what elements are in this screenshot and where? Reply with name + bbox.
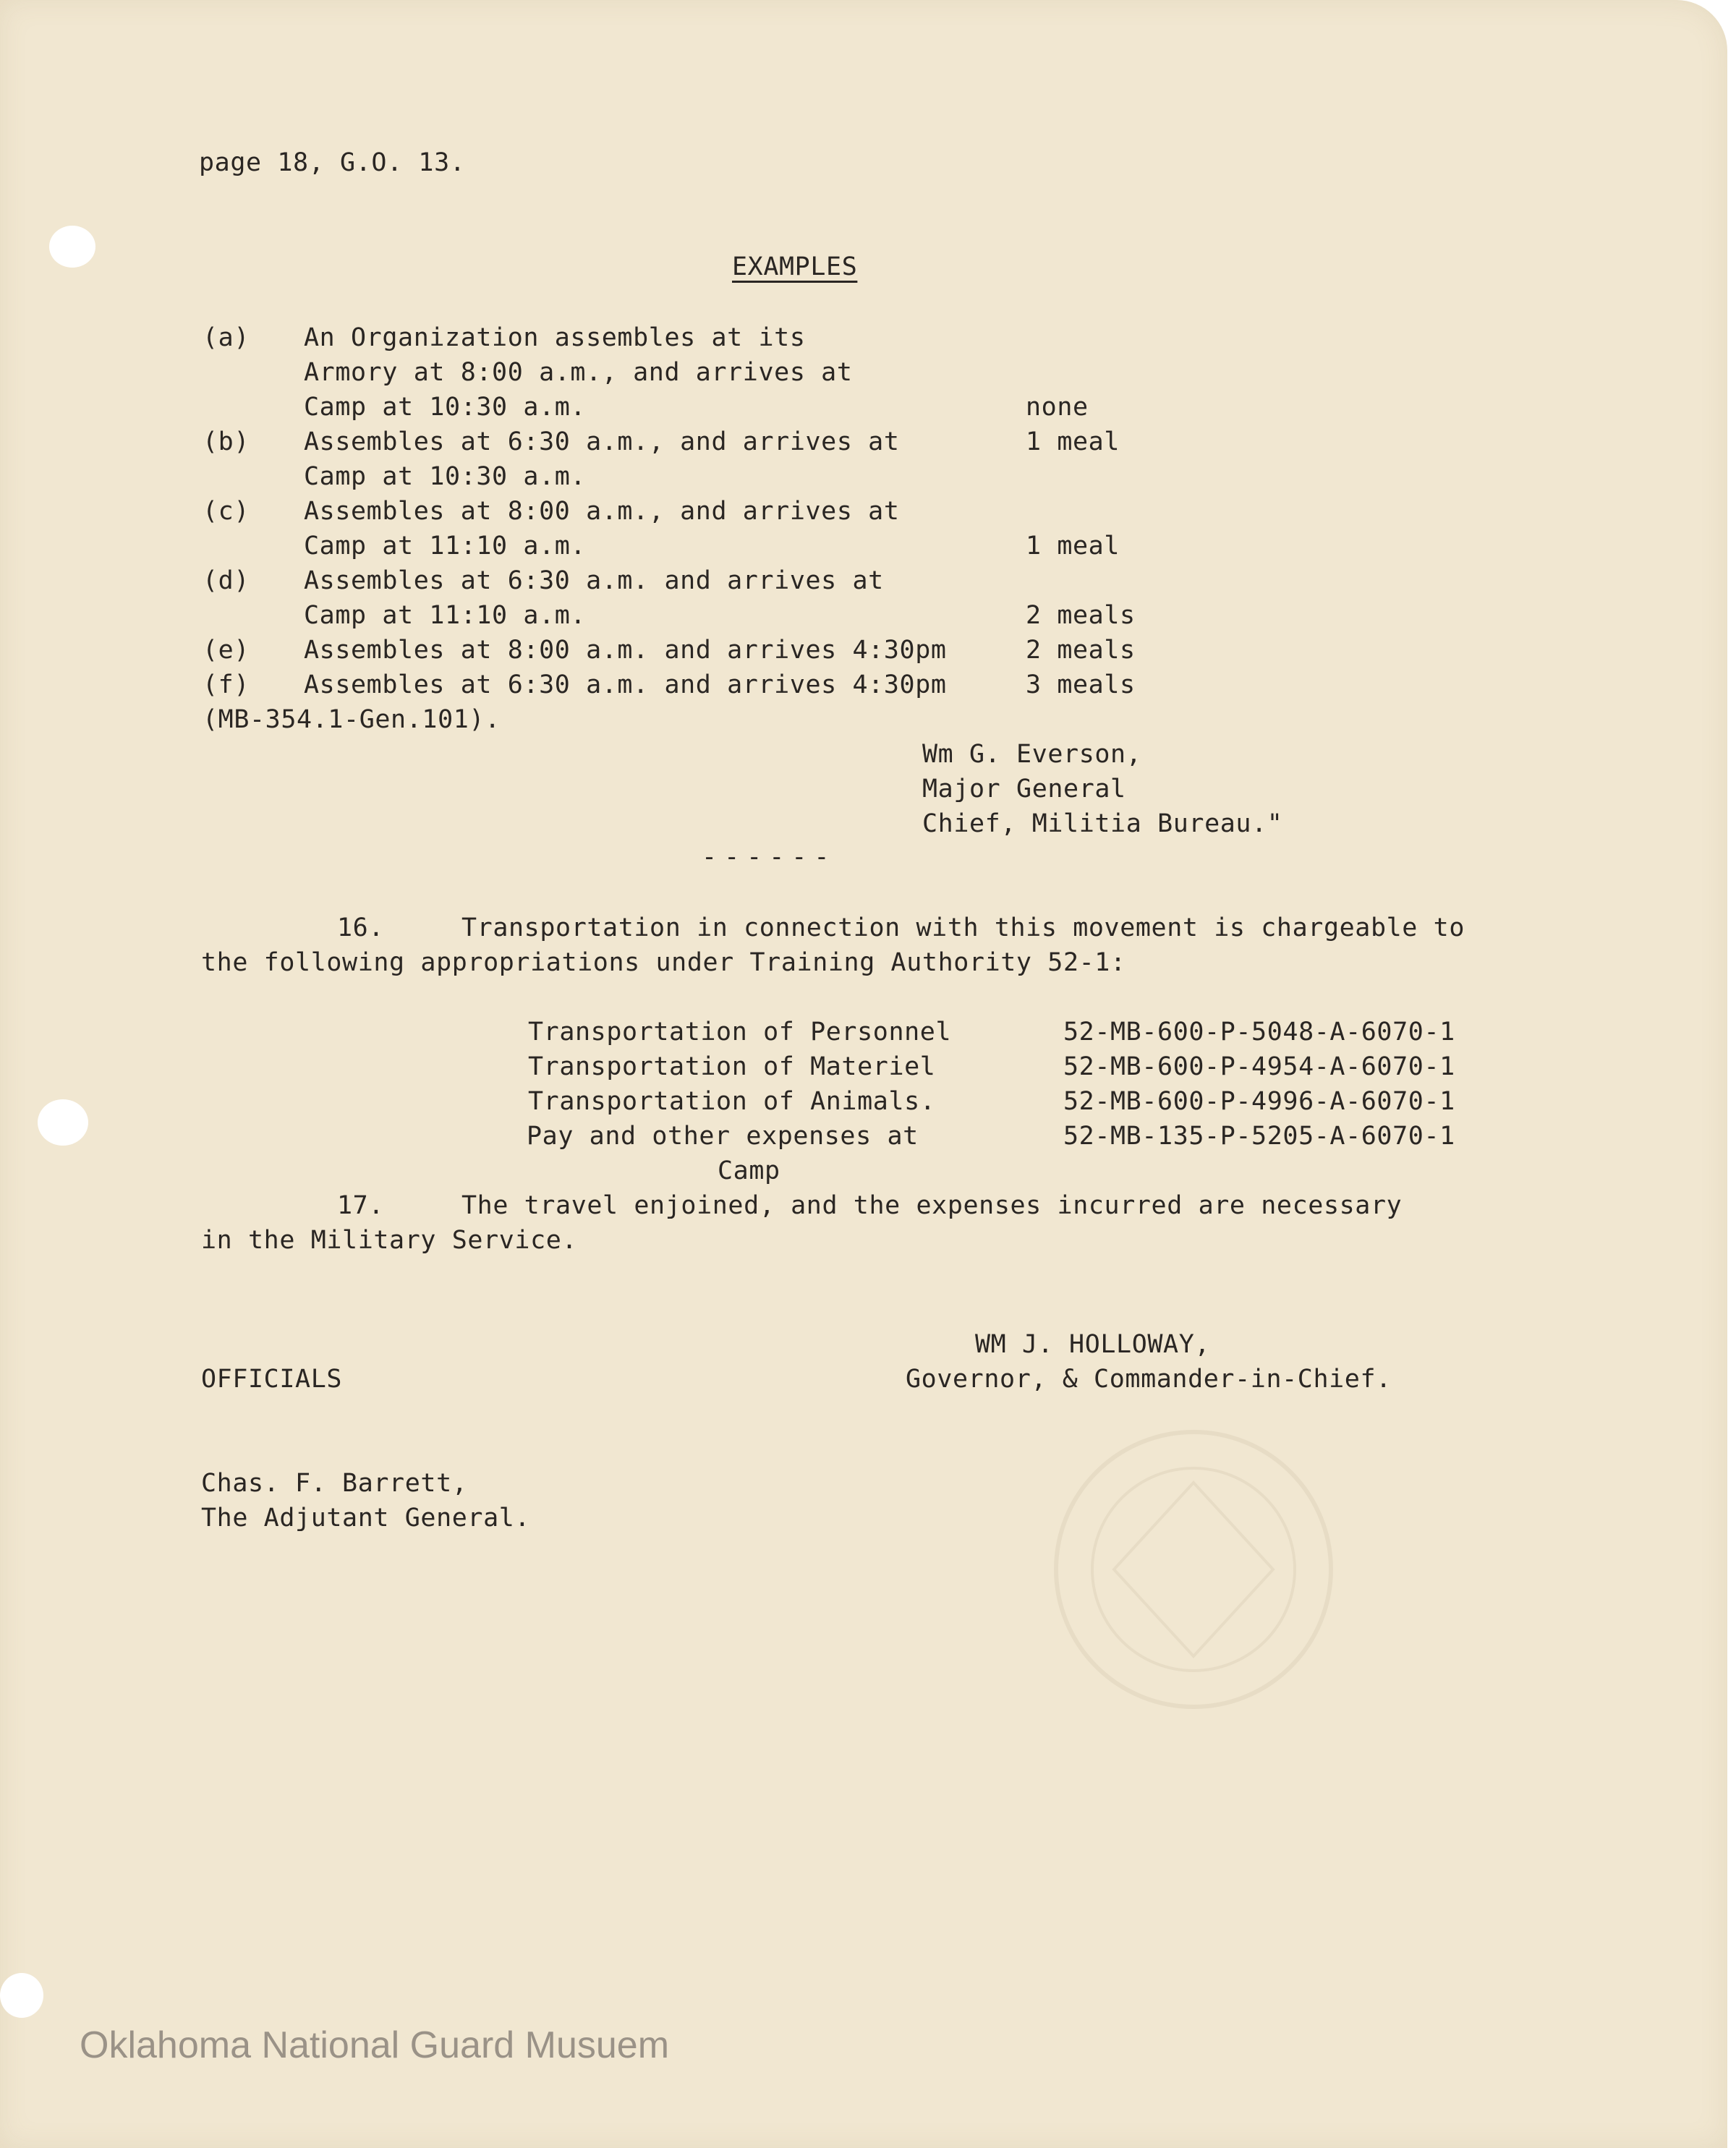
appropriation-code: 52-MB-600-P-5048-A-6070-1 <box>1063 1018 1455 1047</box>
paragraph-17-line1: The travel enjoined, and the expenses incurred are necessary <box>461 1191 1403 1220</box>
appropriation-item: Transportation of Animals. <box>528 1087 936 1116</box>
appropriation-code: 52-MB-600-P-4954-A-6070-1 <box>1063 1052 1455 1081</box>
appropriation-code: 52-MB-600-P-4996-A-6070-1 <box>1063 1087 1455 1116</box>
example-e-label: (e) <box>203 636 250 665</box>
everson-rank: Major General <box>922 775 1126 804</box>
example-d-label: (d) <box>203 566 250 595</box>
example-b-line1: Assembles at 6:30 a.m., and arrives at <box>304 427 900 456</box>
paragraph-16-line2: the following appropriations under Training Authority 52-1: <box>201 948 1126 977</box>
everson-title: Chief, Militia Bureau." <box>922 809 1283 838</box>
example-a-meals: none <box>1026 393 1089 422</box>
appropriation-item-continued: Camp <box>718 1156 780 1185</box>
governor-name: WM J. HOLLOWAY, <box>975 1330 1211 1359</box>
faint-seal-emblem <box>1042 1418 1345 1721</box>
bureau-reference: (MB-354.1-Gen.101). <box>203 705 501 734</box>
examples-heading: EXAMPLES <box>732 252 858 281</box>
example-f-line1: Assembles at 6:30 a.m. and arrives 4:30pm <box>304 670 947 699</box>
example-c-line2: Camp at 11:10 a.m. <box>304 532 587 561</box>
punch-hole-bottom <box>0 1973 43 2018</box>
example-f-meals: 3 meals <box>1026 670 1136 699</box>
example-b-meals: 1 meal <box>1026 427 1120 456</box>
example-d-meals: 2 meals <box>1026 601 1136 630</box>
paragraph-17-line2: in the Military Service. <box>201 1226 578 1255</box>
museum-watermark: Oklahoma National Guard Musuem <box>80 2024 670 2066</box>
appropriation-item: Pay and other expenses at <box>527 1122 919 1151</box>
governor-title: Governor, & Commander-in-Chief. <box>906 1365 1392 1394</box>
example-b-line2: Camp at 10:30 a.m. <box>304 462 587 491</box>
appropriation-item: Transportation of Personnel <box>528 1018 952 1047</box>
adjutant-title: The Adjutant General. <box>201 1504 531 1533</box>
example-a-line1: An Organization assembles at its <box>304 323 806 352</box>
example-f-label: (f) <box>203 670 250 699</box>
example-c-label: (c) <box>203 497 250 526</box>
punch-hole-top <box>49 226 95 268</box>
example-d-line1: Assembles at 6:30 a.m. and arrives at <box>304 566 884 595</box>
example-e-line1: Assembles at 8:00 a.m. and arrives 4:30pm <box>304 636 947 665</box>
adjutant-name: Chas. F. Barrett, <box>201 1469 468 1498</box>
example-c-meals: 1 meal <box>1026 532 1120 561</box>
paragraph-16-line1: Transportation in connection with this movement is chargeable to <box>461 913 1465 942</box>
page-reference: page 18, G.O. 13. <box>199 148 466 177</box>
paragraph-16-number: 16. <box>337 913 385 942</box>
example-a-label: (a) <box>203 323 250 352</box>
example-e-meals: 2 meals <box>1026 636 1136 665</box>
everson-name: Wm G. Everson, <box>922 740 1142 769</box>
officials-label: OFFICIALS <box>201 1365 343 1394</box>
paragraph-17-number: 17. <box>337 1191 385 1220</box>
example-a-line2: Armory at 8:00 a.m., and arrives at <box>304 358 853 387</box>
example-a-line3: Camp at 10:30 a.m. <box>304 393 587 422</box>
example-b-label: (b) <box>203 427 250 456</box>
example-d-line2: Camp at 11:10 a.m. <box>304 601 587 630</box>
appropriation-item: Transportation of Materiel <box>528 1052 936 1081</box>
punch-hole-middle <box>38 1099 88 1146</box>
appropriation-code: 52-MB-135-P-5205-A-6070-1 <box>1063 1122 1455 1151</box>
example-c-line1: Assembles at 8:00 a.m., and arrives at <box>304 497 900 526</box>
section-separator: ------ <box>702 843 837 871</box>
